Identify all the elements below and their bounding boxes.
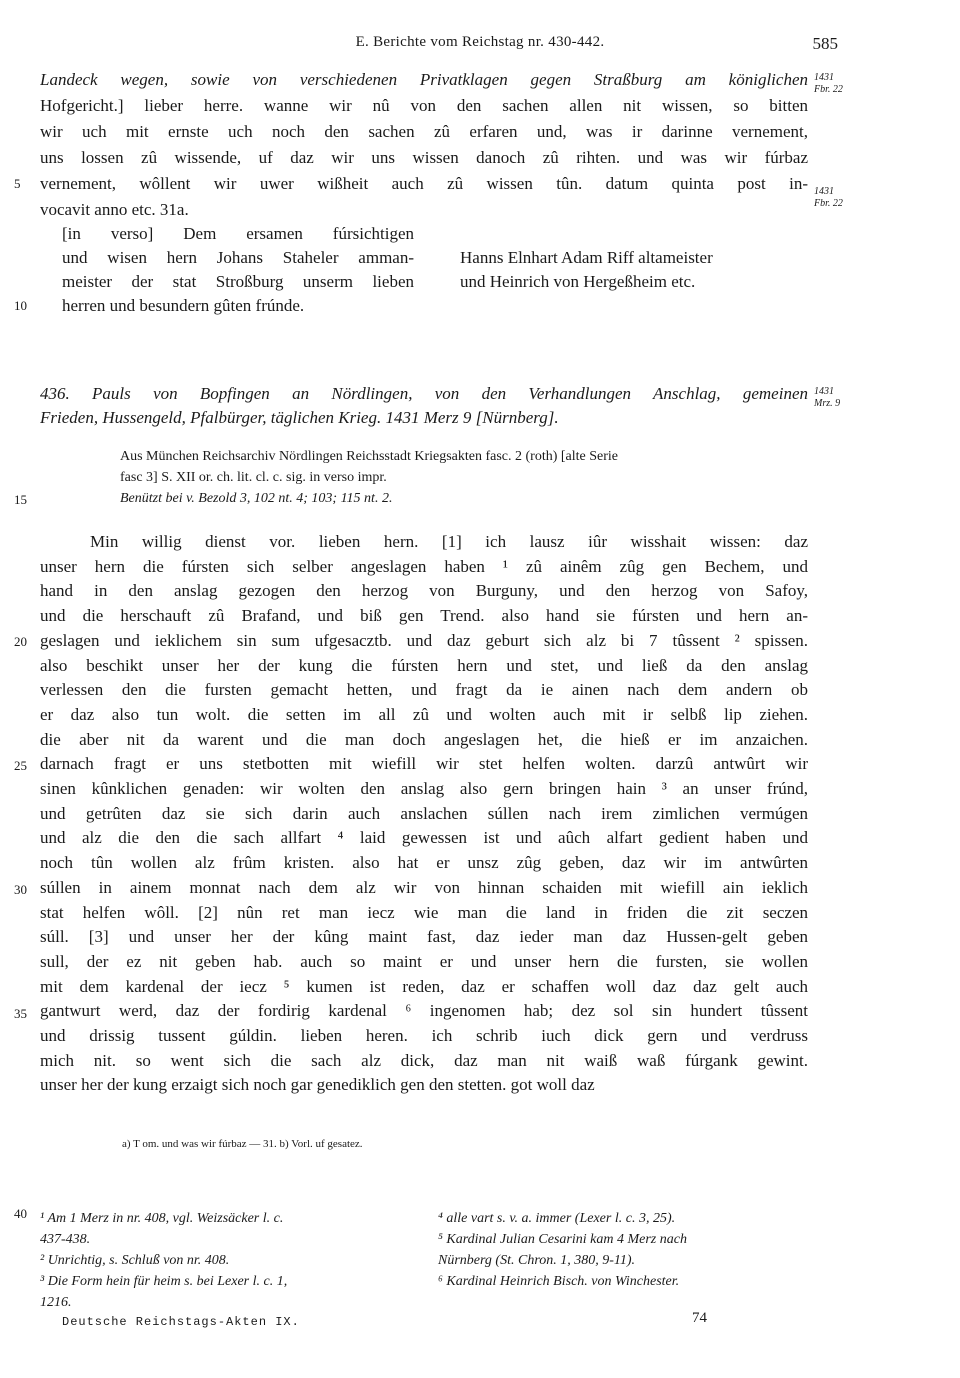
line-number: 35 <box>14 1006 27 1021</box>
margin-date-year: 1431 <box>814 72 834 83</box>
footnotes-left <box>40 1208 420 1313</box>
doc-heading: Frieden, Hussengeld, Pfalbürger, täglichen Krieg. 1431 Merz 9 [Nürnberg]. <box>40 408 559 427</box>
verso-line: herren und besundern gûten frúnde. <box>62 296 305 315</box>
body-line: súll. [3] und unser her der kûng maint fast, daz ieder man daz Hussen-gelt geben <box>40 927 808 946</box>
series-title: Deutsche Reichstags-Akten IX. <box>62 1315 300 1329</box>
margin-date-year: 1431 <box>814 386 834 397</box>
letter-line: Landeck wegen, sowie von verschiedenen Privatklagen gegen Straßburg am königlichen <box>40 70 808 89</box>
body-line: unser her der kung erzaigt sich noch gar genediklich gen den stetten. got woll daz <box>40 1075 595 1094</box>
body-line: und getrûten daz sie sich darin auch anslachen súllen nach irem zimlichen vermúgen <box>40 804 808 823</box>
footnote: 437-438. <box>40 1232 91 1247</box>
body-line: und die herschauft zû Brafand, und biß gen Trend. also hand sie fúrsten und hern an- <box>40 606 808 625</box>
body-line: stat helfen wôll. [2] nûn ret man iecz wie man die land in friden die zit seczen <box>40 903 808 922</box>
footnote: ⁶ Kardinal Heinrich Bisch. von Winchester. <box>438 1274 680 1289</box>
source-line: Benützt bei v. Bezold 3, 102 nt. 4; 103; 115 nt. 2. <box>120 491 393 506</box>
footnote: ³ Die Form hein für heim s. bei Lexer l. c. 1, <box>40 1274 288 1289</box>
running-title: E. Berichte vom Reichstag nr. 430-442. <box>355 34 605 50</box>
body-line: die aber nit da warent und die man doch angeslagen het, die hieß er im anzaichen. <box>40 730 808 749</box>
line-number: 10 <box>14 298 27 313</box>
line-number: 25 <box>14 758 27 773</box>
body-line: unser hern die fúrsten sich selber angeslagen haben ¹ zû ainêm zûg gen Bechem, und <box>40 557 808 576</box>
footnote: ² Unrichtig, s. Schluß von nr. 408. <box>40 1253 230 1268</box>
variant-footnotes: a) T om. und was wir fúrbaz — 31. b) Vorl. uf gesatez. <box>122 1138 363 1150</box>
body-line: und alz die den die sach allfart ⁴ laid gewessen ist und aûch alfart gedient haben und <box>40 828 808 847</box>
body-line: geslagen und ieklichem sin sum ufgesacztb. und daz geburt sich alz bi 7 tûssent ² spissen. <box>40 631 808 650</box>
body-line: súllen in ainem monnat nach dem alz wir von hinnan schaiden mit wiefill ain ieklich <box>40 878 808 897</box>
page-number: 585 <box>812 34 838 53</box>
verso-line: und wisen hern Johans Staheler amman- <box>62 248 414 267</box>
sheet-signature: 74 <box>692 1310 707 1326</box>
body-line: er daz also tun wolt. die setten im all zû und wolten auch mit ir selbß lip ziehen. <box>40 705 808 724</box>
body-line: darnach fragt er uns stetbotten mit wiefill wir stet helfen wolten. darzû antwûrt wir <box>40 754 808 773</box>
body-line: sinen kûnklichen genaden: wir wolten den anslag also gern bringen hain ³ an unser frúnd, <box>40 779 808 798</box>
margin-date-year: 1431 <box>814 186 834 197</box>
verso-line: meister der stat Stroßburg unserm lieben <box>62 272 414 291</box>
line-number: 15 <box>14 492 27 507</box>
body-line: verlessen den die fursten gemacht hetten, und fragt da ie ainen nach dem andern ob <box>40 680 808 699</box>
sender-line: Hanns Elnhart Adam Riff altameister <box>460 248 713 267</box>
footnote: ⁵ Kardinal Julian Cesarini kam 4 Merz nach <box>438 1232 687 1247</box>
body-line: mit dem kardenal der iecz ⁵ kumen ist reden, daz er schaffen woll daz daz gelt auch <box>40 977 808 996</box>
line-number: 5 <box>14 176 21 191</box>
margin-date <box>814 386 864 410</box>
source-line: fasc 3] S. XII or. ch. lit. cl. c. sig. in verso impr. <box>120 470 387 485</box>
margin-date-day: Fbr. 22 <box>814 84 843 95</box>
line-number: 30 <box>14 882 27 897</box>
body-line: Min willig dienst vor. lieben hern. [1] ich lausz iûr wisshait wissen: daz <box>90 532 808 551</box>
line-number: 20 <box>14 634 27 649</box>
body-line: also beschikt unser her der kung die fúrsten hern und stet, und ließ da den anslag <box>40 656 808 675</box>
margin-date-day: Mrz. 9 <box>814 398 841 409</box>
letter-line: vocavit anno etc. 31a. <box>40 200 189 219</box>
margin-date-day: Fbr. 22 <box>814 198 843 209</box>
doc-heading: 436. Pauls von Bopfingen an Nördlingen, von den Verhandlungen Anschlag, gemeinen <box>40 384 808 403</box>
source-note <box>120 446 810 509</box>
verso-line: [in verso] Dem ersamen fúrsichtigen <box>62 224 414 243</box>
footnote: Nürnberg (St. Chron. 1, 380, 9-11). <box>438 1253 636 1268</box>
margin-date <box>814 72 864 96</box>
body-line: und drissig tussent gúldin. lieben heren. ich schrib iuch dick gern und verdruss <box>40 1026 808 1045</box>
footnote: 1216. <box>40 1295 72 1310</box>
line-number: 40 <box>14 1206 27 1221</box>
source-line: Aus München Reichsarchiv Nördlingen Reichsstadt Kriegsakten fasc. 2 (roth) [alte Serie <box>120 449 619 464</box>
sender-line: und Heinrich von Hergeßheim etc. <box>460 272 696 291</box>
footnote: ⁴ alle vart s. v. a. immer (Lexer l. c. 3, 25). <box>438 1211 676 1226</box>
body-line: hand in den anslag gezogen den herzog von Burguny, und den herzog von Safoy, <box>40 581 808 600</box>
letter-line: uns lossen zû wissende, uf daz wir uns wissen danoch zû rihten. und was wir fúrbaz <box>40 148 808 167</box>
footnote: ¹ Am 1 Merz in nr. 408, vgl. Weizsäcker l. c. <box>40 1211 284 1226</box>
letter-line: Hofgericht.] lieber herre. wanne wir nû von den sachen allen nit wissen, so bitten <box>40 96 808 115</box>
letter-line: wir uch mit ernste uch noch den sachen zû erfaren und, was ir darinne vernement, <box>40 122 808 141</box>
body-line: noch tûn wollen alz frûm kristen. also hat er unsz zûg geben, daz wir im antwûrten <box>40 853 808 872</box>
running-header <box>0 34 960 54</box>
body-line: gantwurt werd, daz der fordirig kardenal ⁶ ingenomen hab; dez sol sin hundert tûssent <box>40 1001 808 1020</box>
body-line: sull, der ez nit geben hab. auch so maint er und unser hern die fursten, sie wollen <box>40 952 808 971</box>
letter-line: vernement, wôllent wir uwer wißheit auch zû wissen tûn. datum quinta post in- <box>40 174 808 193</box>
margin-date <box>814 186 864 210</box>
footnotes-right <box>438 1208 810 1292</box>
body-line: mich nit. so went sich die sach alz dick, daz man nit waiß waß fúrgank gewint. <box>40 1051 808 1070</box>
